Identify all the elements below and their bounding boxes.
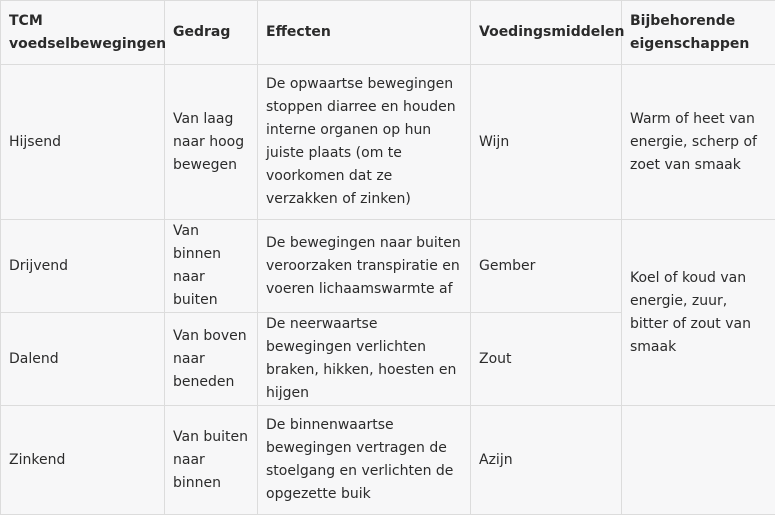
cell-movement: Zinkend — [1, 406, 165, 515]
cell-food: Zout — [471, 313, 622, 406]
table-row — [1, 406, 775, 515]
cell-behavior: Van binnen naar buiten — [165, 220, 258, 313]
header-tcm-movements: TCM voedselbewegingen — [1, 1, 165, 65]
cell-properties-empty — [622, 406, 775, 515]
cell-movement: Hijsend — [1, 65, 165, 220]
header-foods: Voedingsmiddelen — [471, 1, 622, 65]
cell-effects: De opwaartse bewegingen stoppen diarree en houden interne organen op hun juiste plaats (om te voorkomen dat ze verzakken of zinken) — [258, 65, 471, 220]
table-row — [1, 220, 775, 313]
table-row — [1, 65, 775, 220]
cell-properties: Koel of koud van energie, zuur, bitter of zout van smaak — [622, 220, 775, 406]
header-properties: Bijbehorende eigenschappen — [622, 1, 775, 65]
cell-behavior: Van laag naar hoog bewegen — [165, 65, 258, 220]
cell-movement: Drijvend — [1, 220, 165, 313]
header-effects: Effecten — [258, 1, 471, 65]
cell-movement: Dalend — [1, 313, 165, 406]
cell-properties: Warm of heet van energie, scherp of zoet van smaak — [622, 65, 775, 220]
table-header-row — [1, 1, 775, 65]
cell-effects: De neerwaartse bewegingen verlichten braken, hikken, hoesten en hijgen — [258, 313, 471, 406]
cell-effects: De bewegingen naar buiten veroorzaken transpiratie en voeren lichaamswarmte af — [258, 220, 471, 313]
cell-behavior: Van buiten naar binnen — [165, 406, 258, 515]
header-behavior: Gedrag — [165, 1, 258, 65]
cell-behavior: Van boven naar beneden — [165, 313, 258, 406]
cell-food: Gember — [471, 220, 622, 313]
cell-food: Azijn — [471, 406, 622, 515]
cell-effects: De binnenwaartse bewegingen vertragen de stoelgang en verlichten de opgezette buik — [258, 406, 471, 515]
cell-food: Wijn — [471, 65, 622, 220]
